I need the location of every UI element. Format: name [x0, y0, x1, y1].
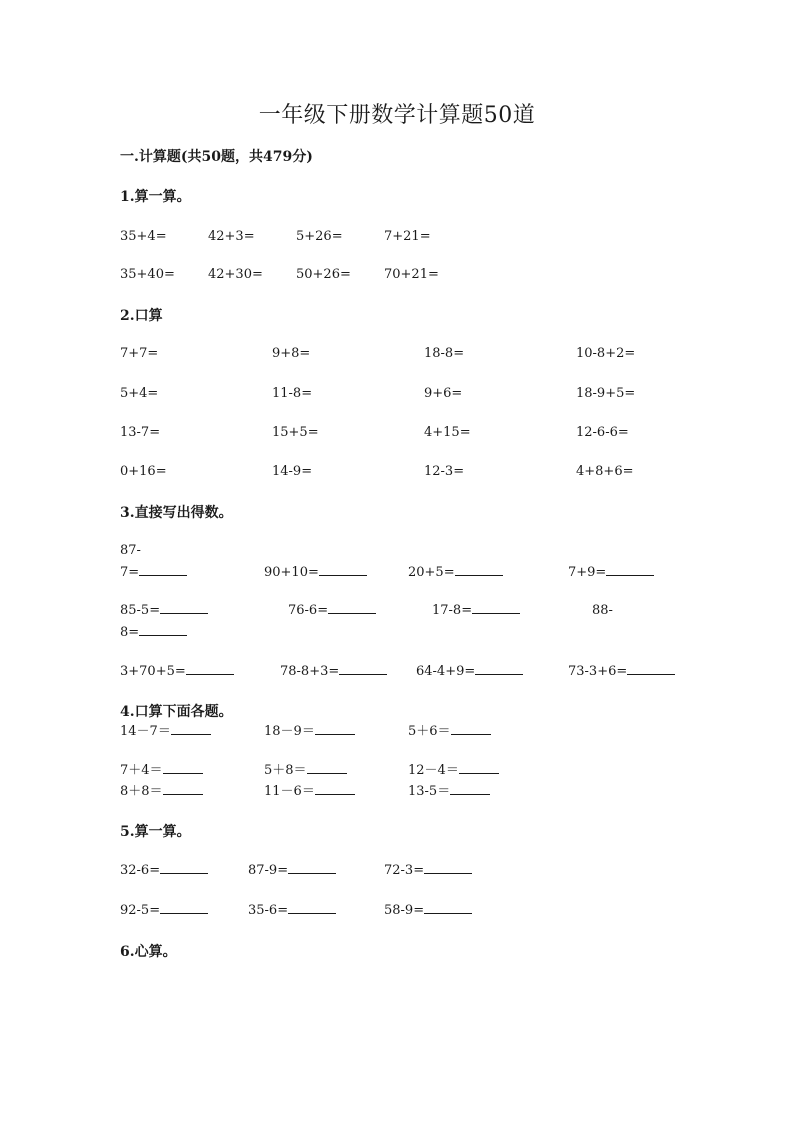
problem-text: 87-9=	[248, 863, 289, 878]
answer-blank[interactable]	[163, 761, 203, 774]
problem-text: 32-6=	[120, 863, 161, 878]
q3-problem	[120, 662, 234, 682]
problem-text: 14－7＝	[120, 724, 171, 739]
page-title: 一年级下册数学计算题50道	[258, 103, 536, 128]
answer-blank[interactable]	[451, 722, 491, 735]
q2-problem: 15+5=	[272, 425, 319, 440]
answer-blank[interactable]	[186, 662, 234, 675]
answer-blank[interactable]	[288, 861, 336, 874]
q2-problem: 11-8=	[272, 386, 313, 401]
q1-problem: 7+21=	[384, 229, 431, 244]
q3-problem-line1: 88-	[592, 603, 613, 618]
q2-problem: 12-3=	[424, 464, 465, 479]
answer-blank[interactable]	[315, 782, 355, 795]
answer-blank[interactable]	[160, 901, 208, 914]
q4-problem	[120, 722, 211, 742]
problem-text: 58-9=	[384, 903, 425, 918]
q5-problem	[248, 861, 336, 881]
q4-problem	[408, 722, 491, 742]
q2-problem: 0+16=	[120, 464, 167, 479]
problem-text: 5＋6＝	[408, 724, 451, 739]
question-4-heading: 4.口算下面各题。	[120, 704, 233, 720]
q2-problem: 12-6-6=	[576, 425, 629, 440]
answer-blank[interactable]	[160, 861, 208, 874]
problem-text: 7+9=	[568, 565, 607, 580]
section-title: 一.计算题(共50题，共479分)	[120, 149, 313, 165]
answer-blank[interactable]	[424, 901, 472, 914]
answer-blank[interactable]	[606, 563, 654, 576]
q3-problem	[288, 601, 376, 621]
q1-problem: 50+26=	[296, 267, 351, 282]
answer-blank[interactable]	[339, 662, 387, 675]
q3-problem-line1: 87-	[120, 543, 141, 558]
answer-blank[interactable]	[171, 722, 211, 735]
problem-text: 11－6＝	[264, 784, 315, 799]
question-6-heading: 6.心算。	[120, 944, 177, 960]
q1-problem: 35+4=	[120, 229, 167, 244]
problem-text: 5＋8＝	[264, 763, 307, 778]
q2-problem: 5+4=	[120, 386, 159, 401]
q1-problem: 42+30=	[208, 267, 263, 282]
q5-problem	[384, 861, 472, 881]
problem-text: 85-5=	[120, 603, 161, 618]
q3-problem	[568, 662, 675, 682]
q3-problem	[432, 601, 520, 621]
question-5-heading: 5.算一算。	[120, 824, 191, 840]
q2-problem: 7+7=	[120, 346, 159, 361]
answer-blank[interactable]	[424, 861, 472, 874]
q3-problem	[280, 662, 387, 682]
q3-problem	[120, 623, 187, 643]
q3-problem	[568, 563, 654, 583]
q4-problem	[264, 722, 355, 742]
question-2-heading: 2.口算	[120, 308, 163, 324]
problem-text: 72-3=	[384, 863, 425, 878]
q1-problem: 35+40=	[120, 267, 175, 282]
question-1-heading: 1.算一算。	[120, 189, 191, 205]
q4-problem	[264, 782, 355, 802]
answer-blank[interactable]	[627, 662, 675, 675]
q2-problem: 9+6=	[424, 386, 463, 401]
q3-problem	[264, 563, 367, 583]
q4-problem	[120, 761, 203, 781]
q2-problem: 18-9+5=	[576, 386, 636, 401]
problem-text: 3+70+5=	[120, 664, 186, 679]
problem-text: 64-4+9=	[416, 664, 476, 679]
q4-problem	[120, 782, 203, 802]
q2-problem: 14-9=	[272, 464, 313, 479]
q2-problem: 4+8+6=	[576, 464, 634, 479]
q5-problem	[248, 901, 336, 921]
problem-text: 35-6=	[248, 903, 289, 918]
q4-problem	[408, 761, 499, 781]
q4-problem	[264, 761, 347, 781]
q3-problem	[408, 563, 503, 583]
q5-problem	[120, 901, 208, 921]
q1-problem: 5+26=	[296, 229, 343, 244]
answer-blank[interactable]	[319, 563, 367, 576]
q5-problem	[120, 861, 208, 881]
answer-blank[interactable]	[288, 901, 336, 914]
problem-text: 7＋4＝	[120, 763, 163, 778]
q1-problem: 70+21=	[384, 267, 439, 282]
q5-problem	[384, 901, 472, 921]
answer-blank[interactable]	[472, 601, 520, 614]
problem-text: 20+5=	[408, 565, 455, 580]
problem-text: 12－4＝	[408, 763, 459, 778]
answer-blank[interactable]	[315, 722, 355, 735]
problem-text: 78-8+3=	[280, 664, 340, 679]
answer-blank[interactable]	[459, 761, 499, 774]
q3-problem	[120, 601, 208, 621]
problem-text: 13-5＝	[408, 784, 451, 799]
answer-blank[interactable]	[139, 563, 187, 576]
problem-text: 73-3+6=	[568, 664, 628, 679]
answer-blank[interactable]	[163, 782, 203, 795]
q2-problem: 18-8=	[424, 346, 465, 361]
answer-blank[interactable]	[328, 601, 376, 614]
problem-text: 18－9＝	[264, 724, 315, 739]
answer-blank[interactable]	[455, 563, 503, 576]
answer-blank[interactable]	[160, 601, 208, 614]
q1-problem: 42+3=	[208, 229, 255, 244]
q2-problem: 9+8=	[272, 346, 311, 361]
answer-blank[interactable]	[307, 761, 347, 774]
answer-blank[interactable]	[450, 782, 490, 795]
q2-problem: 4+15=	[424, 425, 471, 440]
problem-text: 8=	[120, 625, 140, 640]
answer-blank[interactable]	[139, 623, 187, 636]
q2-problem: 10-8+2=	[576, 346, 636, 361]
problem-text: 7=	[120, 565, 140, 580]
q2-problem: 13-7=	[120, 425, 161, 440]
problem-text: 17-8=	[432, 603, 473, 618]
q3-problem	[416, 662, 523, 682]
problem-text: 92-5=	[120, 903, 161, 918]
problem-text: 76-6=	[288, 603, 329, 618]
q4-problem	[408, 782, 490, 802]
answer-blank[interactable]	[475, 662, 523, 675]
problem-text: 90+10=	[264, 565, 319, 580]
q3-problem	[120, 563, 187, 583]
problem-text: 8＋8＝	[120, 784, 163, 799]
question-3-heading: 3.直接写出得数。	[120, 505, 233, 521]
